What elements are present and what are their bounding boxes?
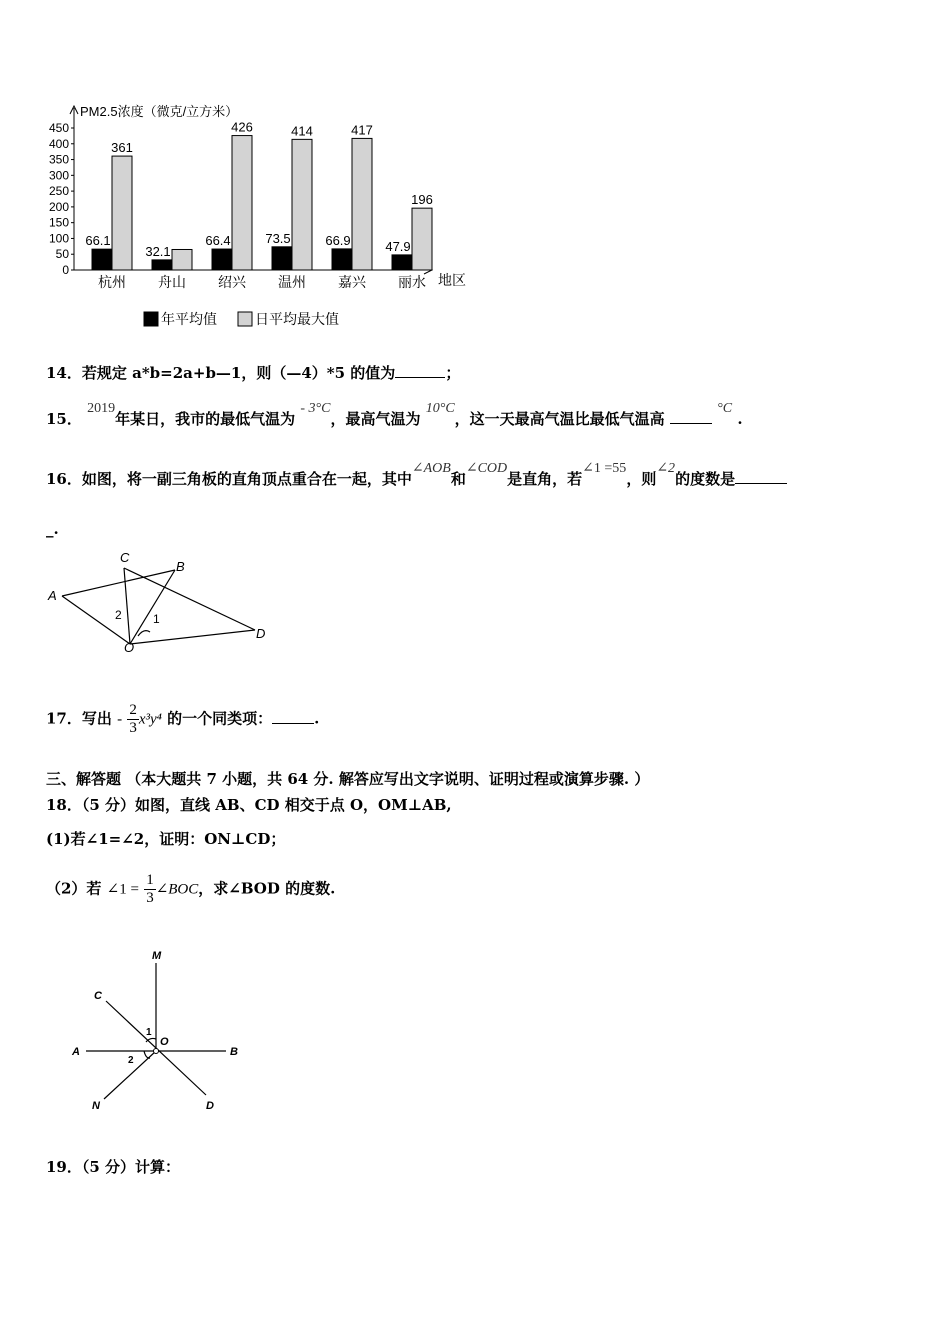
legend-label: 日平均最大值 xyxy=(255,311,339,327)
fig16-label-c: C xyxy=(120,550,130,565)
bar-daily-max xyxy=(112,156,132,270)
q18-part-2: （2）若 ∠1 = $\frac{1}{3}$ ∠BOC，求∠BOD 的度数. xyxy=(46,872,336,906)
q16-answer-blank[interactable] xyxy=(735,483,787,484)
bar-annual-average xyxy=(92,249,112,270)
bar-daily-max xyxy=(352,138,372,270)
q18-part-1: (1)若∠1=∠2，证明：ON⊥CD； xyxy=(46,830,286,848)
q16-tail: _. xyxy=(46,520,59,538)
fig18-angle-2: 2 xyxy=(128,1055,134,1066)
fig18-label-a: A xyxy=(72,1046,80,1058)
x-tick-label: 嘉兴 xyxy=(338,274,366,290)
legend-swatch xyxy=(238,312,252,326)
figure-16 xyxy=(40,548,280,658)
q15-low-temp: - 3°C xyxy=(300,401,331,416)
q15-unit: °C xyxy=(717,401,733,416)
bar-value-label: 417 xyxy=(351,122,373,138)
bar-value-label: 32.1 xyxy=(145,243,171,259)
bar-value-label: 47.9 xyxy=(385,238,411,254)
fig16-angle-1: 1 xyxy=(153,612,160,626)
fig16-label-d: D xyxy=(256,626,266,641)
question-18: 18．（5 分）如图，直线 AB、CD 相交于点 O，OM⊥AB, xyxy=(46,796,452,814)
bar-annual-average xyxy=(392,255,412,270)
y-tick-label: 250 xyxy=(48,184,69,199)
y-tick-label: 300 xyxy=(48,168,69,183)
bar-daily-max xyxy=(412,208,432,270)
fig18-label-o: O xyxy=(160,1036,169,1048)
bar-daily-max xyxy=(292,139,312,270)
fig16-label-o: O xyxy=(124,640,135,655)
x-tick-label: 杭州 xyxy=(98,274,126,290)
q14-answer-blank[interactable] xyxy=(395,377,445,378)
q18-fraction: $\frac{1}{3}$ xyxy=(146,872,154,906)
pm25-bar-chart xyxy=(40,98,480,338)
bar-value-label: 414 xyxy=(291,123,313,139)
question-16: 16．如图，将一副三角板的直角顶点重合在一起，其中∠AOB和∠COD是直角，若∠1 =55，则∠2的度数是 xyxy=(46,468,787,489)
bar-annual-average xyxy=(272,247,292,270)
bar-value-label: 361 xyxy=(111,140,133,156)
y-tick-label: 150 xyxy=(48,215,69,230)
chart-legend xyxy=(144,311,339,327)
fig16-label-a: A xyxy=(48,588,57,603)
fig16-angle-2: 2 xyxy=(115,608,122,622)
chart-xlabel: 地区 xyxy=(438,272,466,288)
q15-year: 2019 xyxy=(87,401,116,416)
fig18-label-n: N xyxy=(92,1100,100,1112)
x-tick-label: 舟山 xyxy=(158,274,186,290)
x-tick-label: 丽水 xyxy=(398,274,426,290)
q15-high-temp: 10°C xyxy=(425,401,455,416)
q17-monomial: x³y⁴ xyxy=(138,711,162,728)
bar-annual-average xyxy=(332,249,352,270)
q14-text: 14．若规定 a*b=2a+b—1，则（—4）*5 的值为 xyxy=(46,364,396,382)
fig18-angle-1: 1 xyxy=(146,1027,152,1038)
question-15: 15． 2019年某日，我市的最低气温为 - 3°C，最高气温为 10°C，这一天最高气温比最低气温高 °C . xyxy=(46,401,743,428)
q17-answer-blank[interactable] xyxy=(272,723,314,724)
bar-value-label: 196 xyxy=(411,192,433,208)
bar-annual-average xyxy=(212,249,232,270)
y-tick-label: 200 xyxy=(48,199,69,214)
bar-value-label: 73.5 xyxy=(265,230,291,246)
legend-swatch xyxy=(144,312,158,326)
question-17: 17．写出 - $\frac{2}{3}$ x³y⁴ 的一个同类项： . xyxy=(46,702,320,736)
y-tick-label: 350 xyxy=(48,152,69,167)
question-19: 19．（5 分）计算： xyxy=(46,1158,181,1176)
y-tick-label: 450 xyxy=(48,121,69,135)
question-14: 14．若规定 a*b=2a+b—1，则（—4）*5 的值为 ； xyxy=(46,364,461,382)
fig18-label-c: C xyxy=(94,990,102,1002)
q15-answer-blank[interactable] xyxy=(670,423,712,424)
bar-daily-max xyxy=(172,249,192,270)
bar-value-label: 66.1 xyxy=(85,233,111,249)
fig16-label-b: B xyxy=(176,559,185,574)
fig18-label-b: B xyxy=(230,1046,238,1058)
y-tick-label: 0 xyxy=(62,263,69,277)
figure-18 xyxy=(66,945,246,1120)
bar-value-label: 66.4 xyxy=(205,233,231,249)
y-tick-label: 50 xyxy=(55,247,69,262)
legend-label: 年平均值 xyxy=(161,311,217,327)
bar-daily-max xyxy=(232,136,252,270)
fig18-label-d: D xyxy=(206,1100,214,1112)
x-tick-label: 温州 xyxy=(278,274,306,290)
bar-value-label: 426 xyxy=(231,119,253,135)
section-3-heading: 三、解答题 （本大题共 7 小题，共 64 分. 解答应写出文字说明、证明过程或演算步骤. ） xyxy=(46,770,650,788)
bar-annual-average xyxy=(152,260,172,270)
y-tick-label: 400 xyxy=(48,136,69,151)
q17-fraction: $\frac{2}{3}$ xyxy=(129,702,137,736)
fig18-label-m: M xyxy=(152,950,162,962)
y-tick-label: 100 xyxy=(48,231,69,246)
chart-ylabel: PM2.5浓度（微克/立方米） xyxy=(80,104,239,119)
chart-plot xyxy=(49,106,433,290)
x-tick-label: 绍兴 xyxy=(218,274,246,290)
bar-value-label: 66.9 xyxy=(325,232,351,248)
